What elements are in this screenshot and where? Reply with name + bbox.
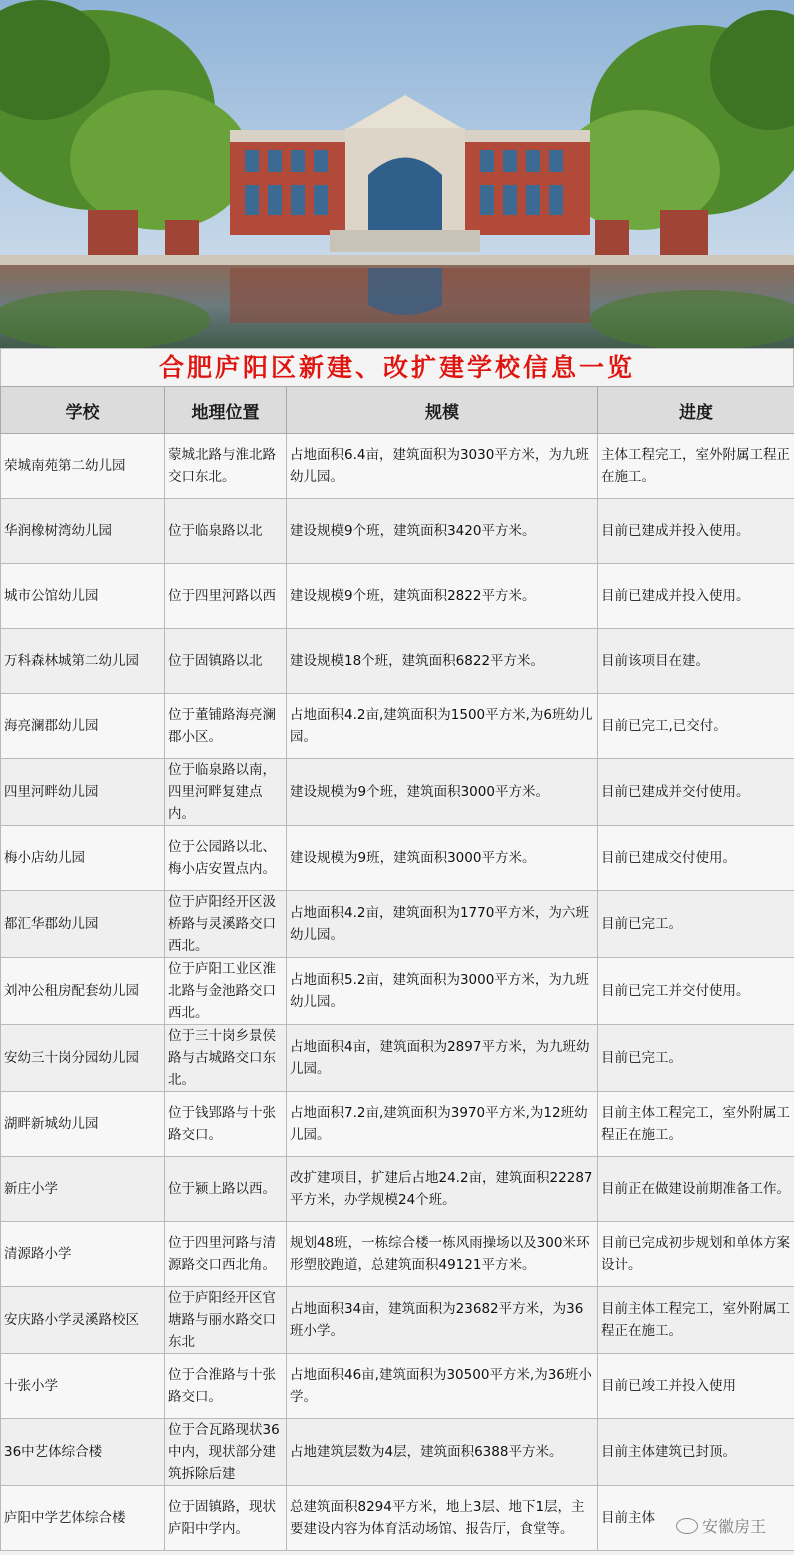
cell-progress: 目前已完成初步规划和单体方案设计。: [598, 1222, 794, 1287]
cell-school: 刘冲公租房配套幼儿园: [1, 958, 165, 1025]
cell-scale: 规划48班，一栋综合楼一栋风雨操场以及300米环形塑胶跑道，总建筑面积49121平方米。: [287, 1222, 598, 1287]
cell-progress: 目前已完工。: [598, 1025, 794, 1092]
cell-location: 位于庐阳经开区汲桥路与灵溪路交口西北。: [165, 891, 287, 958]
cell-location: 位于颍上路以西。: [165, 1157, 287, 1222]
table-row: [1, 564, 794, 629]
cell-school: 庐阳中学艺体综合楼: [1, 1486, 165, 1551]
cell-scale: 建设规模9个班，建筑面积3420平方米。: [287, 499, 598, 564]
header-progress: 进度: [598, 387, 794, 434]
cell-progress: 目前主体: [598, 1486, 794, 1551]
cell-location: 位于钱郢路与十张路交口。: [165, 1092, 287, 1157]
cell-scale: 占地面积4.2亩,建筑面积为1500平方米,为6班幼儿园。: [287, 694, 598, 759]
cell-scale: 占地面积4.2亩，建筑面积为1770平方米，为六班幼儿园。: [287, 891, 598, 958]
cell-scale: 占地面积46亩,建筑面积为30500平方米,为36班小学。: [287, 1354, 598, 1419]
table-row: [1, 629, 794, 694]
cell-scale: 占地建筑层数为4层，建筑面积6388平方米。: [287, 1419, 598, 1486]
table-row: [1, 1025, 794, 1092]
cell-progress: 目前已建成并投入使用。: [598, 564, 794, 629]
cell-location: 位于庐阳工业区淮北路与金池路交口西北。: [165, 958, 287, 1025]
table-row: [1, 1157, 794, 1222]
cell-scale: 占地面积6.4亩，建筑面积为3030平方米，为九班幼儿园。: [287, 434, 598, 499]
cell-location: 位于合瓦路现状36中内，现状部分建筑拆除后建: [165, 1419, 287, 1486]
table-row: [1, 1287, 794, 1354]
table-row: [1, 1222, 794, 1287]
cell-scale: 建设规模为9班，建筑面积3000平方米。: [287, 826, 598, 891]
cell-progress: 目前已建成并交付使用。: [598, 759, 794, 826]
cell-progress: 目前已建成交付使用。: [598, 826, 794, 891]
cell-scale: 建设规模为9个班，建筑面积3000平方米。: [287, 759, 598, 826]
table-row: [1, 694, 794, 759]
cell-school: 城市公馆幼儿园: [1, 564, 165, 629]
cell-progress: 目前主体建筑已封顶。: [598, 1419, 794, 1486]
table-row: [1, 1092, 794, 1157]
cell-school: 新庄小学: [1, 1157, 165, 1222]
table-row: [1, 499, 794, 564]
table-row: [1, 1354, 794, 1419]
campus-illustration: [0, 0, 794, 348]
cell-location: 位于合淮路与十张路交口。: [165, 1354, 287, 1419]
table-row: [1, 826, 794, 891]
cell-scale: 建设规模9个班，建筑面积2822平方米。: [287, 564, 598, 629]
cell-location: 位于固镇路，现状庐阳中学内。: [165, 1486, 287, 1551]
cell-school: 安幼三十岗分园幼儿园: [1, 1025, 165, 1092]
cell-school: 荣城南苑第二幼儿园: [1, 434, 165, 499]
cell-scale: 占地面积34亩，建筑面积为23682平方米，为36班小学。: [287, 1287, 598, 1354]
cell-scale: 建设规模18个班，建筑面积6822平方米。: [287, 629, 598, 694]
cell-location: 位于庐阳经开区官塘路与丽水路交口东北: [165, 1287, 287, 1354]
cell-scale: 占地面积7.2亩,建筑面积为3970平方米,为12班幼儿园。: [287, 1092, 598, 1157]
cell-progress: 目前已完工,已交付。: [598, 694, 794, 759]
cell-scale: 占地面积5.2亩，建筑面积为3000平方米，为九班幼儿园。: [287, 958, 598, 1025]
cell-school: 都汇华郡幼儿园: [1, 891, 165, 958]
cell-school: 海亮澜郡幼儿园: [1, 694, 165, 759]
cell-scale: 总建筑面积8294平方米，地上3层、地下1层，主要建设内容为体育活动场馆、报告厅，食堂等。: [287, 1486, 598, 1551]
cell-school: 华润橡树湾幼儿园: [1, 499, 165, 564]
header-school: 学校: [1, 387, 165, 434]
table-row: [1, 1486, 794, 1551]
cell-progress: 目前已完工。: [598, 891, 794, 958]
cell-location: 蒙城北路与淮北路交口东北。: [165, 434, 287, 499]
cell-school: 清源路小学: [1, 1222, 165, 1287]
cell-progress: 目前主体工程完工，室外附属工程正在施工。: [598, 1287, 794, 1354]
cell-school: 36中艺体综合楼: [1, 1419, 165, 1486]
cell-school: 万科森林城第二幼儿园: [1, 629, 165, 694]
cell-school: 四里河畔幼儿园: [1, 759, 165, 826]
watermark-text: 安徽房王: [701, 1517, 766, 1536]
watermark: [676, 1514, 766, 1537]
cell-progress: 目前已建成并投入使用。: [598, 499, 794, 564]
cell-school: 梅小店幼儿园: [1, 826, 165, 891]
school-table: [0, 386, 794, 1551]
wechat-icon: [676, 1518, 698, 1534]
cell-location: 位于临泉路以北: [165, 499, 287, 564]
table-row: [1, 1419, 794, 1486]
cell-scale: 占地面积4亩，建筑面积为2897平方米，为九班幼儿园。: [287, 1025, 598, 1092]
cell-school: 安庆路小学灵溪路校区: [1, 1287, 165, 1354]
cell-location: 位于董铺路海亮澜郡小区。: [165, 694, 287, 759]
cell-progress: 目前已完工并交付使用。: [598, 958, 794, 1025]
cell-location: 位于三十岗乡景侯路与古城路交口东北。: [165, 1025, 287, 1092]
table-title: 合肥庐阳区新建、改扩建学校信息一览: [158, 353, 635, 382]
header-scale: 规模: [287, 387, 598, 434]
cell-school: 十张小学: [1, 1354, 165, 1419]
cell-location: 位于临泉路以南，四里河畔复建点内。: [165, 759, 287, 826]
school-info-table: [0, 348, 794, 1555]
table-row: [1, 891, 794, 958]
cell-progress: 目前正在做建设前期准备工作。: [598, 1157, 794, 1222]
cell-progress: 目前已竣工并投入使用: [598, 1354, 794, 1419]
cell-scale: 改扩建项目，扩建后占地24.2亩，建筑面积22287平方米，办学规模24个班。: [287, 1157, 598, 1222]
cell-progress: 目前该项目在建。: [598, 629, 794, 694]
table-row: [1, 759, 794, 826]
cell-progress: 主体工程完工，室外附属工程正在施工。: [598, 434, 794, 499]
table-row: [1, 434, 794, 499]
cell-school: 湖畔新城幼儿园: [1, 1092, 165, 1157]
table-row: [1, 958, 794, 1025]
header-location: 地理位置: [165, 387, 287, 434]
campus-photo: [0, 0, 794, 348]
cell-location: 位于固镇路以北: [165, 629, 287, 694]
cell-location: 位于四里河路以西: [165, 564, 287, 629]
header-row: [1, 387, 794, 434]
cell-progress: 目前主体工程完工，室外附属工程正在施工。: [598, 1092, 794, 1157]
table-title-bar: [0, 348, 794, 386]
cell-location: 位于公园路以北、梅小店安置点内。: [165, 826, 287, 891]
cell-location: 位于四里河路与清源路交口西北角。: [165, 1222, 287, 1287]
